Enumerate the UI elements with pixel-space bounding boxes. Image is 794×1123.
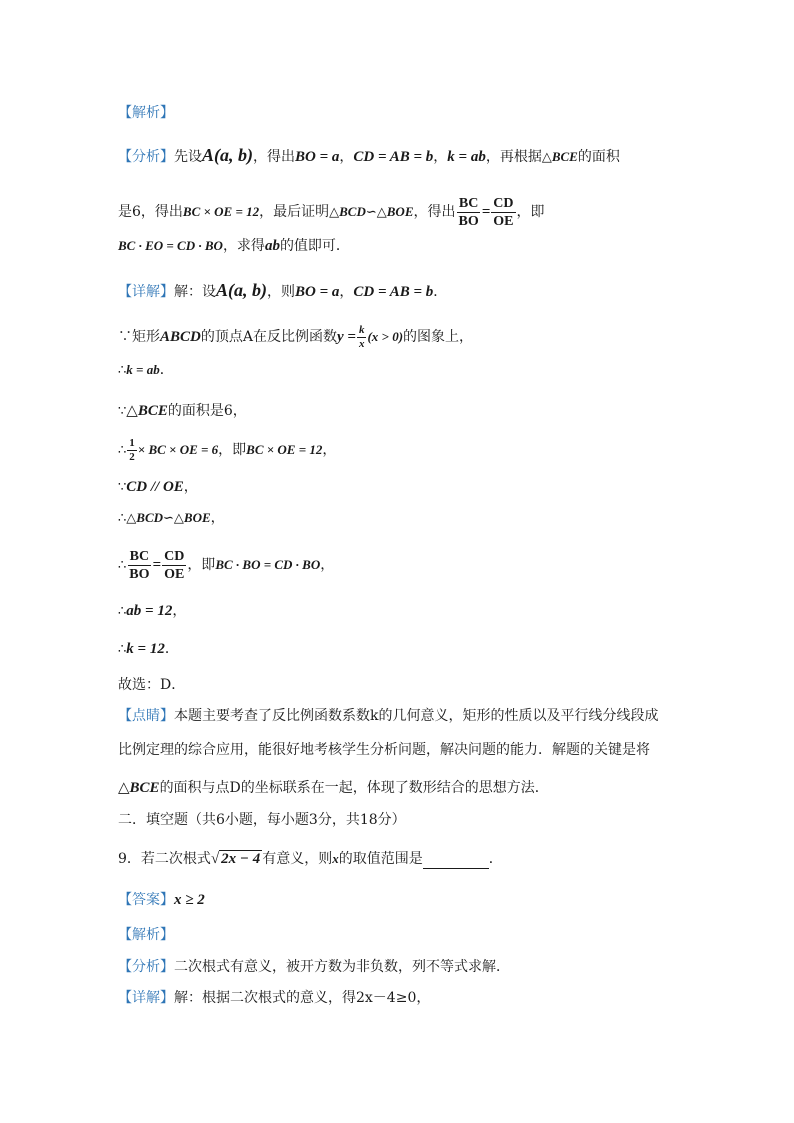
math-condition: (x > 0): [367, 329, 404, 344]
math-eq-12: BC × OE = 12: [182, 204, 260, 219]
question-text: 9．若二次根式: [118, 851, 211, 867]
analysis-text: ，求得: [222, 238, 265, 254]
answer-9-line: [118, 890, 205, 910]
math-similar: △BCD∽△BOE: [329, 204, 414, 219]
math-equals: =: [481, 204, 491, 220]
analysis-line-1: [118, 145, 620, 167]
detail-line-4: [118, 401, 247, 422]
math-area-eq: × BC × OE = 6: [137, 442, 219, 457]
math-product: BC · EO = CD · BO: [118, 238, 223, 253]
detail-text: ，即: [218, 442, 247, 458]
math-ab-12: ab = 12: [126, 603, 173, 619]
analysis-line-2: [118, 194, 545, 230]
analysis-text: ，: [433, 149, 448, 165]
because-symbol: ∵: [118, 404, 127, 419]
math-k: k = ab: [447, 149, 486, 165]
analysis-text: 的面积: [577, 149, 620, 165]
analysis-text: 先设: [174, 149, 202, 165]
therefore-symbol: ∴: [118, 363, 127, 378]
detail-text: 解：设: [174, 284, 216, 300]
math-cd: CD = AB = b: [353, 284, 434, 300]
math-answer: x ≥ 2: [174, 892, 205, 908]
detail-text: ，: [172, 603, 187, 619]
math-point-a: A(a, b): [216, 280, 267, 300]
question-text: ．: [488, 851, 503, 867]
detail-text: 的顶点A在反比例函数: [200, 329, 337, 345]
analysis-9-line: [118, 957, 510, 977]
fraction-bc-bo: $\frac{BC}{BO}$: [458, 195, 479, 229]
therefore-symbol: ∴: [118, 443, 127, 458]
analysis-line-3: [118, 236, 350, 256]
detail-text: ，则: [267, 284, 295, 300]
detail-line-7: [118, 508, 225, 529]
math-abcd: ABCD: [160, 329, 201, 345]
tag-jiexi: 【解析】: [118, 927, 174, 943]
therefore-symbol: ∴: [118, 558, 127, 573]
math-product: BC · BO = CD · BO: [215, 557, 321, 572]
detail-line-2: [118, 322, 473, 352]
analysis-text: 二次根式有意义，被开方数为非负数，列不等式求解．: [174, 959, 510, 975]
detail-text: ．: [159, 362, 174, 378]
tag-fenxi: 【分析】: [118, 149, 174, 165]
analysis-text: ，: [339, 149, 354, 165]
detail-text: ，: [183, 479, 198, 495]
tag-jiexi: 【解析】: [118, 105, 174, 121]
choose-line: 故选：D．: [118, 677, 186, 693]
question-text: 的取值范围是: [338, 851, 423, 867]
analysis-text: 是6，得出: [118, 204, 183, 220]
dianjing-line-1: [118, 706, 658, 726]
therefore-symbol: ∴: [118, 604, 127, 619]
question-text: 有意义，则: [262, 851, 333, 867]
math-k-ab: k = ab: [126, 362, 160, 377]
detail-text: ．: [433, 284, 448, 300]
math-bo: BO = a: [295, 149, 340, 165]
detail-line-6: [118, 477, 198, 498]
analysis-text: ，最后证明: [259, 204, 330, 220]
detail-line-5: [118, 432, 336, 469]
math-triangle-bce: △BCE: [126, 403, 168, 419]
answer-blank: [423, 854, 489, 869]
therefore-symbol: ∴: [118, 511, 127, 526]
math-x: x: [332, 851, 339, 866]
detail-text: ．: [164, 641, 179, 657]
math-cd: CD = AB = b: [353, 149, 434, 165]
analysis-text: ，再根据: [485, 149, 542, 165]
detail-line-3: [118, 360, 174, 381]
dianjing-text: 本题主要考查了反比例函数系数k的几何意义，矩形的性质以及平行线分线段成: [174, 708, 659, 724]
math-eq-12: BC × OE = 12: [246, 442, 323, 457]
math-equals: =: [152, 557, 162, 573]
detail-line-9: [118, 601, 186, 622]
detail-9-line: [118, 988, 430, 1008]
math-parallel: CD // OE: [126, 479, 184, 495]
math-y: y =: [336, 329, 356, 345]
math-bo: BO = a: [295, 284, 340, 300]
detail-line-8: [118, 545, 334, 586]
fraction-cd-oe: $\frac{CD}{OE}$: [493, 195, 514, 229]
detail-text: ，: [322, 442, 337, 458]
dianjing-line-2: 比例定理的综合应用，能很好地考核学生分析问题，解决问题的能力．解题的关键是将: [118, 742, 650, 758]
fraction-half: $\frac{1}{2}$: [129, 436, 135, 463]
section-2-heading: 二．填空题（共6小题，每小题3分，共18分）: [118, 812, 406, 828]
analysis-text: ，即: [516, 204, 545, 220]
math-sqrt: √ 2x − 4: [210, 851, 261, 867]
fraction-k-x: $\frac{k}{x}$: [358, 323, 365, 350]
detail-text: 的图象上，: [403, 329, 474, 345]
detail-text: ∵矩形: [118, 329, 160, 345]
detail-text: ，: [339, 284, 354, 300]
detail-line-10: [118, 639, 179, 660]
math-triangle-bce: △BCE: [541, 149, 578, 164]
tag-xiangjie: 【详解】: [118, 990, 174, 1006]
detail-text: ，: [320, 557, 335, 573]
fraction-bc-bo: $\frac{BC}{BO}$: [129, 548, 150, 582]
detail-text: 解：根据二次根式的意义，得2x－4≥0，: [174, 990, 431, 1006]
math-similar: △BCD∽△BOE: [126, 510, 211, 525]
because-symbol: ∵: [118, 480, 127, 495]
analysis-text: 的值即可．: [279, 238, 350, 254]
tag-xiangjie: 【详解】: [118, 284, 174, 300]
math-k-12: k = 12: [126, 641, 165, 657]
analysis-text: ，得出: [413, 204, 456, 220]
question-9: [118, 849, 503, 869]
dianjing-line-3: [118, 778, 549, 798]
detail-text: 的面积是6，: [167, 403, 247, 419]
dianjing-text: 的面积与点D的坐标联系在一起，体现了数形结合的思想方法．: [159, 780, 549, 796]
fraction-cd-oe: $\frac{CD}{OE}$: [164, 548, 185, 582]
tag-fenxi: 【分析】: [118, 959, 174, 975]
tag-dianjing: 【点睛】: [118, 708, 174, 724]
math-point-a: A(a, b): [202, 145, 253, 165]
math-triangle-bce: △BCE: [118, 780, 160, 796]
section-label-jiexi: [118, 103, 174, 123]
tag-daan: 【答案】: [118, 892, 174, 908]
math-ab: ab: [264, 238, 280, 254]
detail-text: ，: [210, 510, 225, 526]
analysis-text: ，得出: [253, 149, 295, 165]
section-label-jiexi-2: [118, 925, 174, 945]
detail-line-1: [118, 280, 447, 302]
detail-text: ，即: [187, 557, 216, 573]
therefore-symbol: ∴: [118, 642, 127, 657]
